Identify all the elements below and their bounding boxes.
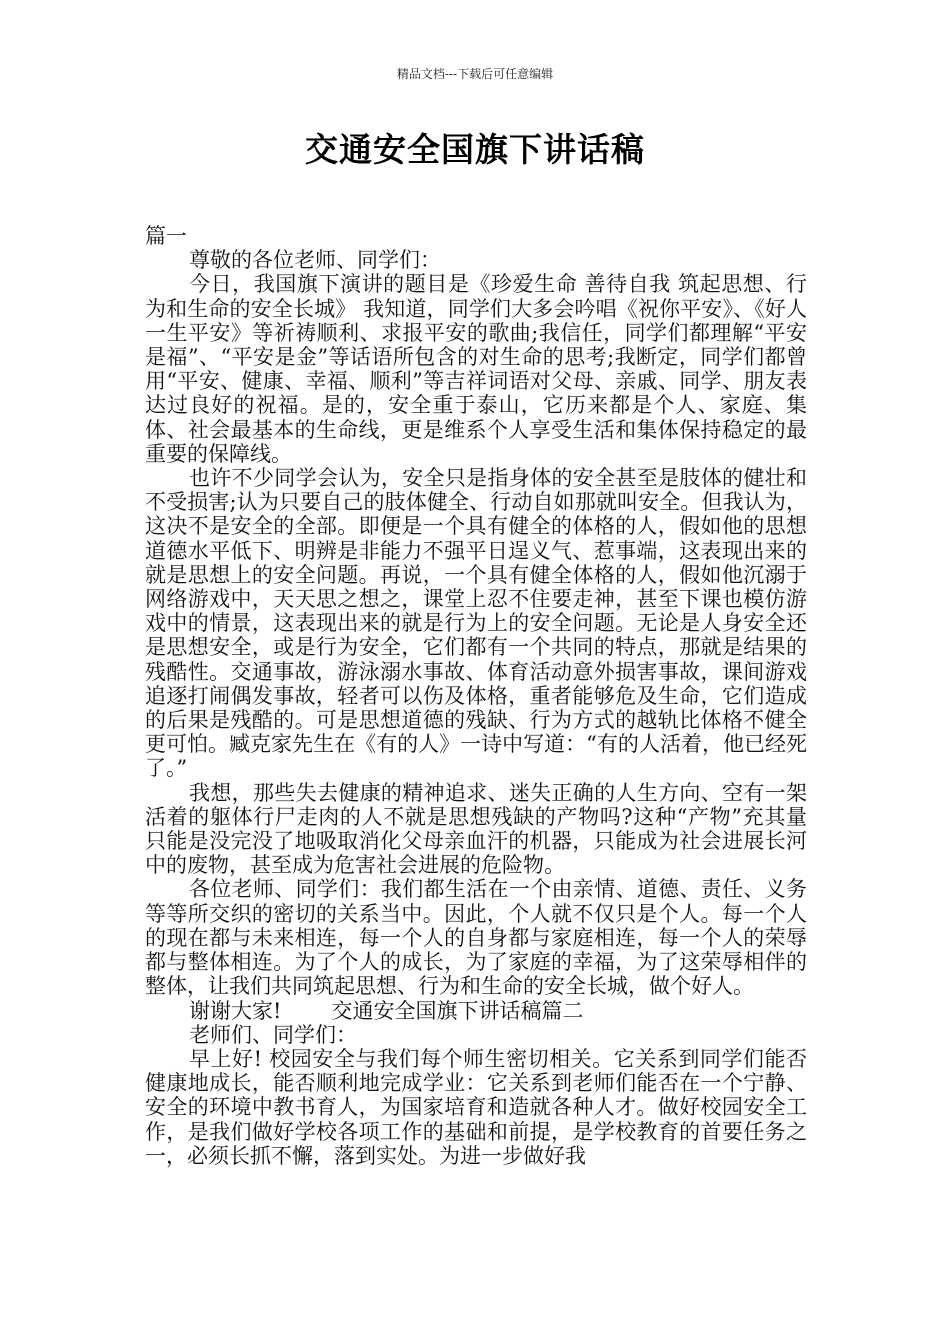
paragraph-thanks-line [145, 999, 807, 1023]
paragraph-salutation: 老师们、同学们： [189, 1022, 357, 1047]
paragraph: 我想，那些失去健康的精神追求、迷失正确的人生方向、空有一架活着的躯体行尸走肉的人不就是思想残缺的产物吗?这种“产物”充其量只能是没完没了地吸取消化父母亲血汗的机器，只能成为社会进展长河中的废物，甚至成为危害社会进展的危险物。 [145, 780, 807, 878]
thanks-text: 谢谢大家! [189, 998, 282, 1023]
section-label: 篇一 [145, 224, 187, 248]
paragraph-salutation: 尊敬的各位老师、同学们： [189, 248, 441, 273]
document-title: 交通安全国旗下讲话稿 [305, 130, 645, 169]
document-body [145, 224, 807, 1168]
paragraph: 各位老师、同学们：我们都生活在一个由亲情、道德、责任、义务等等所交织的密切的关系当中。因此，个人就不仅只是个人。每一个人的现在都与未来相连，每一个人的自身都与家庭相连，每一个人的荣辱都与整体相连。为了个人的成长，为了家庭的幸福，为了这荣辱相伴的整体，让我们共同筑起思想、行为和生命的安全长城，做个好人。 [145, 877, 807, 999]
paragraph: 今日，我国旗下演讲的题目是《珍爱生命 善待自我 筑起思想、行为和生命的安全长城》 我知道，同学们大多会吟唱《祝你平安》、《好人一生平安》等祈祷顺利、求报平安的歌曲;我信任，同学们都理解“平安是福”、“平安是金”等话语所包含的对生命的思考;我断定，同学们都曾用“平安、健康、幸福、顺利”等吉祥词语对父母、亲戚、同学、朋友表达过良好的祝福。是的，安全重于泰山，它历来都是个人、家庭、集体、社会最基本的生命线，更是维系个人享受生活和集体保持稳定的最重要的保障线。 [145, 272, 807, 466]
next-section-title: 交通安全国旗下讲话稿篇二 [331, 998, 584, 1023]
paragraph: 也许不少同学会认为，安全只是指身体的安全甚至是肢体的健壮和不受损害;认为只要自己的肢体健全、行动自如那就叫安全。但我认为，这决不是安全的全部。即便是一个具有健全的体格的人，假如他的思想道德水平低下、明辨是非能力不强平日逞义气、惹事端，这表现出来的就是思想上的安全问题。再说，一个具有健全体格的人，假如他沉溺于网络游戏中，天天思之想之，课堂上忍不住要走神，甚至下课也模仿游戏中的情景，这表现出来的就是行为上的安全问题。无论是人身安全还是思想安全，或是行为安全，它们都有一个共同的特点，那就是结果的残酷性。交通事故，游泳溺水事故、体育活动意外损害事故，课间游戏追逐打闹偶发事故，轻者可以伤及体格，重者能够危及生命，它们造成的后果是残酷的。可是思想道德的残缺、行为方式的越轨比体格不健全更可怕。臧克家先生在《有的人》一诗中写道：“有的人活着，他已经死了。” [145, 466, 807, 781]
paragraph: 早上好! 校园安全与我们每个师生密切相关。它关系到同学们能否健康地成长，能否顺利地完成学业：它关系到老师们能否在一个宁静、安全的环境中教书育人，为国家培育和造就各种人才。做好校园安全工作，是我们做好学校各项工作的基础和前提，是学校教育的首要任务之一，必须长抓不懈，落到实处。为进一步做好我 [145, 1046, 807, 1168]
header-note: 精品文档---下载后可任意编辑 [396, 67, 554, 81]
